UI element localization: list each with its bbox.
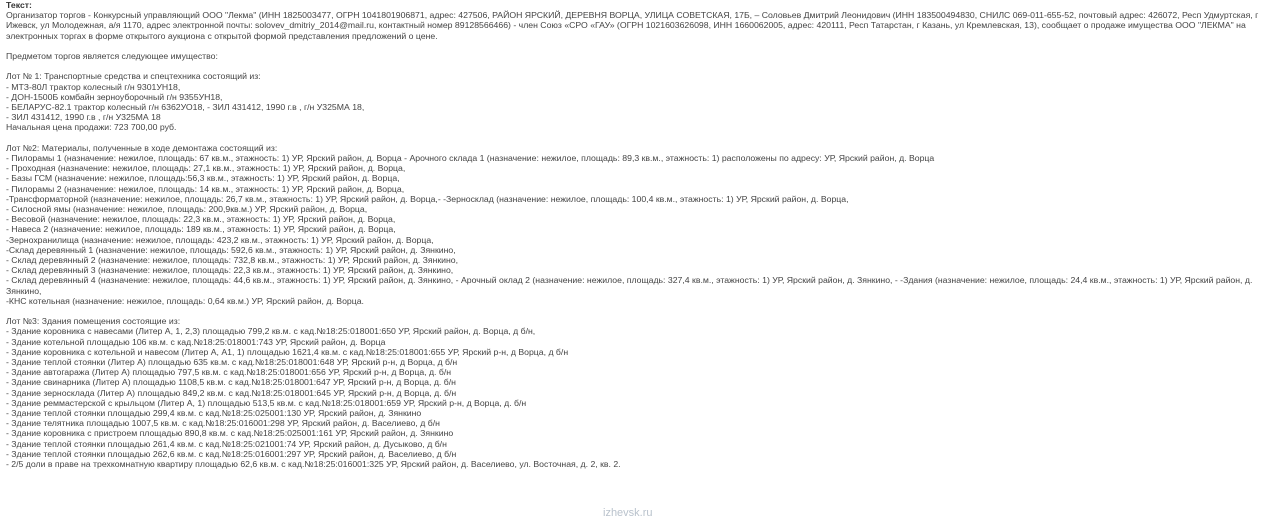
lot-2-section — [6, 143, 1276, 306]
lot-3-item: - Здание свинарника (Литер А) площадью 1108,5 кв.м. с кад.№18:25:018001:647 УР, Ярский р-н, д Ворца, д. б/н — [6, 377, 456, 388]
spacer — [6, 61, 1276, 71]
lot-3-item: - Здание теплой стоянки площадью 261,4 кв.м. с кад.№18:25:021001:74 УР, Ярский район, д. Дусыково, д б/н — [6, 438, 447, 449]
spacer — [6, 133, 1276, 143]
lot-2-item: - Склад деревянный 3 (назначение: нежилое, площадь: 22,3 кв.м., этажность: 1) УР, Ярский район, д. Зянкино, — [6, 265, 454, 276]
lot-3-item: - Здание теплой стоянки площадью 262,6 кв.м. с кад.№18:25:016001:297 УР, Ярский район, д. Васелиево, д б/н — [6, 448, 457, 459]
lot-3-item: - Здание автогаража (Литер А) площадью 797,5 кв.м. с кад.№18:25:018001:656 УР, Ярский р-н, д Ворца, д. б/н — [6, 367, 452, 378]
intro-paragraph: Организатор торгов - Конкурсный управляющий ООО "Лекма" (ИНН 1825003477, ОГРН 1041801906871, адрес: 427506, РАЙОН ЯРСКИЙ, ДЕРЕВНЯ ВОРЦА, УЛИЦА СОВЕТСКАЯ, 17Б, – Соловьев Дмитрий Леонидович (ИНН 183500494830, СНИЛС 069-011-655-52, почтовый адрес: 426072, Респ Удмуртская, г Ижевск, ул Молодежная, а/я 1170, адрес электронной почты: solovev_dmitriy_2014@mail.ru, контактный номер 89128566466) - член Союз «СРО «ГАУ» (ОГРН 1021603626098, ИНН 1660062005, адрес: 420111, Респ Татарстан, г Казань, ул Кремлевская, 13), сообщает о продаже имущества ООО "ЛЕКМА" на электронных торгах в форме открытого аукциона с открытой формой представления предложений о цене. — [6, 10, 1259, 41]
lot-2-item: -КНС котельная (назначение: нежилое, площадь: 0,64 кв.м.) УР, Ярский район, д. Ворца. — [6, 295, 364, 306]
lot-1-item: - МТЗ-80Л трактор колесный г/н 9301УН18, — [6, 81, 181, 92]
lot-2-item: - Пилорамы 2 (назначение: нежилое, площадь: 14 кв.м., этажность: 1) УР, Ярский район, д. Ворца, — [6, 183, 405, 194]
lot-2-item: - Склад деревянный 4 (назначение: нежилое, площадь: 44,6 кв.м., этажность: 1) УР, Ярский район, д. Зянкино, - Арочный оклад 2 (назначение: нежилое, площадь: 327,4 кв.м., этажность: 1) УР, Ярский район, д. Зянкино, - -Здания (назначение: нежилое, площадь: 24,4 кв.м., этажность: 1) УР, Ярский район, д. Зянкино, — [6, 275, 1253, 296]
lot-2-heading: Лот №2: Материалы, полученные в ходе демонтажа состоящий из: — [6, 142, 278, 153]
lot-2-item: - Навеса 2 (назначение: нежилое, площадь: 189 кв.м., этажность: 1) УР, Ярский район, д. Ворца, — [6, 224, 396, 235]
lot-3-item: - Здание телятника площадью 1007,5 кв.м. с кад.№18:25:016001:298 УР, Ярский район, д. Васелиево, д б/н — [6, 418, 440, 429]
lot-2-item: -Зернохранилища (назначение: нежилое, площадь: 423,2 кв.м., этажность: 1) УР, Ярский район, д. Ворца, — [6, 234, 434, 245]
watermark: izhevsk.ru — [603, 507, 653, 519]
lot-3-item: - Здание коровника с пристроем площадью 890,8 кв.м. с кад.№18:25:025001:161 УР, Ярский район, д. Зянкино — [6, 428, 454, 439]
lot-2-item: - Пилорамы 1 (назначение: нежилое, площадь: 67 кв.м., этажность: 1) УР, Ярский район, д. Ворца - Арочного склада 1 (назначение: нежилое, площадь: 89,3 кв.м., этажность: 1) расположены по адресу: УР, Ярский район, д. Ворца — [6, 153, 935, 163]
lot-2-item: -Трансформаторной (назначение: нежилое, площадь: 26,7 кв.м., этажность: 1) УР, Ярский район, д. Ворца,- -Зерносклад (назначение: нежилое, площадь: 100,4 кв.м., этажность: 1) УР, Ярский район, д. Ворца, — [6, 193, 849, 204]
lot-1-item: - БЕЛАРУС-82.1 трактор колесный г/н 6362УО18, - ЗИЛ 431412, 1990 г.в , г/н У325МА 18, — [6, 102, 365, 112]
lot-2-item: - Силосной ямы (назначение: нежилое, площадь: 200,9кв.м.) УР, Ярский район, д. Ворца, — [6, 204, 368, 215]
lot-2-item: -Склад деревянный 1 (назначение: нежилое, площадь: 592,6 кв.м., этажность: 1) УР, Ярский район, д. Зянкино, — [6, 244, 456, 255]
text-label: Текст: — [6, 0, 32, 10]
lot-3-heading: Лот №3: Здания помещения состоящие из: — [6, 316, 181, 327]
lot-3-item: - Здание реммастерской с крыльцом (Литер А, 1) площадью 513,5 кв.м. с кад.№18:25:018001:659 УР, Ярский р-н, д Ворца, д. б/н — [6, 397, 527, 408]
lot-2-item: - Весовой (назначение: нежилое, площадь: 22,3 кв.м., этажность: 1) УР, Ярский район, д. Ворца, — [6, 214, 396, 225]
lot-2-item: - Базы ГСМ (назначение: нежилое, площадь:56,3 кв.м., этажность: 1) УР, Ярский район, д. Ворца, — [6, 173, 400, 184]
lot-1-heading: Лот № 1: Транспортные средства и спецтехника состоящий из: — [6, 71, 261, 82]
lot-2-item: - Проходная (назначение: нежилое, площадь: 27,1 кв.м., этажность: 1) УР, Ярский район, д. Ворца, — [6, 163, 406, 174]
lot-1-price: Начальная цена продажи: 723 700,00 руб. — [6, 122, 177, 133]
lot-3-item: - Здание зерносклада (Литер А) площадью 849,2 кв.м. с кад.№18:25:018001:645 УР, Ярский р-н, д Ворца, д. б/н — [6, 387, 457, 398]
lot-3-section — [6, 316, 1276, 469]
lot-3-item: - Здание коровника с навесами (Литер А, 1, 2,3) площадью 799,2 кв.м. с кад.№18:25:018001:650 УР, Ярский район, д. Ворца, д б/н, — [6, 326, 536, 337]
lot-2-item: - Склад деревянный 2 (назначение: нежилое, площадь: 732,8 кв.м., этажность: 1) УР, Ярский район, д. Зянкино, — [6, 255, 459, 266]
lot-3-item: - 2/5 доли в праве на трехкомнатную квартиру площадью 62,6 кв.м. с кад.№18:25:016001:325 УР, Ярский район, д. Васелиево, ул. Восточная, д. 2, кв. 2. — [6, 459, 621, 470]
lot-1-item: - ДОН-1500Б комбайн зерноуборочный г/н 9355УН18, — [6, 91, 223, 102]
spacer — [6, 41, 1276, 51]
lot-3-item: - Здание теплой стоянки площадью 299,4 кв.м. с кад.№18:25:025001:130 УР, Ярский район, д. Зянкино — [6, 408, 422, 419]
document-body — [6, 0, 1276, 469]
lot-3-item: - Здание котельной площадью 106 кв.м. с кад.№18:25:018001:743 УР, Ярский район, д. Ворца — [6, 336, 386, 347]
subject-line: Предметом торгов является следующее имущество: — [6, 51, 218, 61]
lot-3-item: - Здание теплой стоянки (Литер А) площадью 635 кв.м. с кад.№18:25:018001:648 УР, Ярский р-н, д Ворца, д б/н — [6, 357, 458, 368]
lot-3-item: - Здание коровника с котельной и навесом (Литер А, А1, 1) площадью 1621,4 кв.м. с кад.№18:25:018001:655 УР, Ярский р-н, д Ворца, д б/н — [6, 346, 569, 357]
lot-1-item: - ЗИЛ 431412, 1990 г.в , г/н У325МА 18 — [6, 112, 161, 123]
spacer — [6, 306, 1276, 316]
lot-1-section — [6, 71, 1276, 132]
